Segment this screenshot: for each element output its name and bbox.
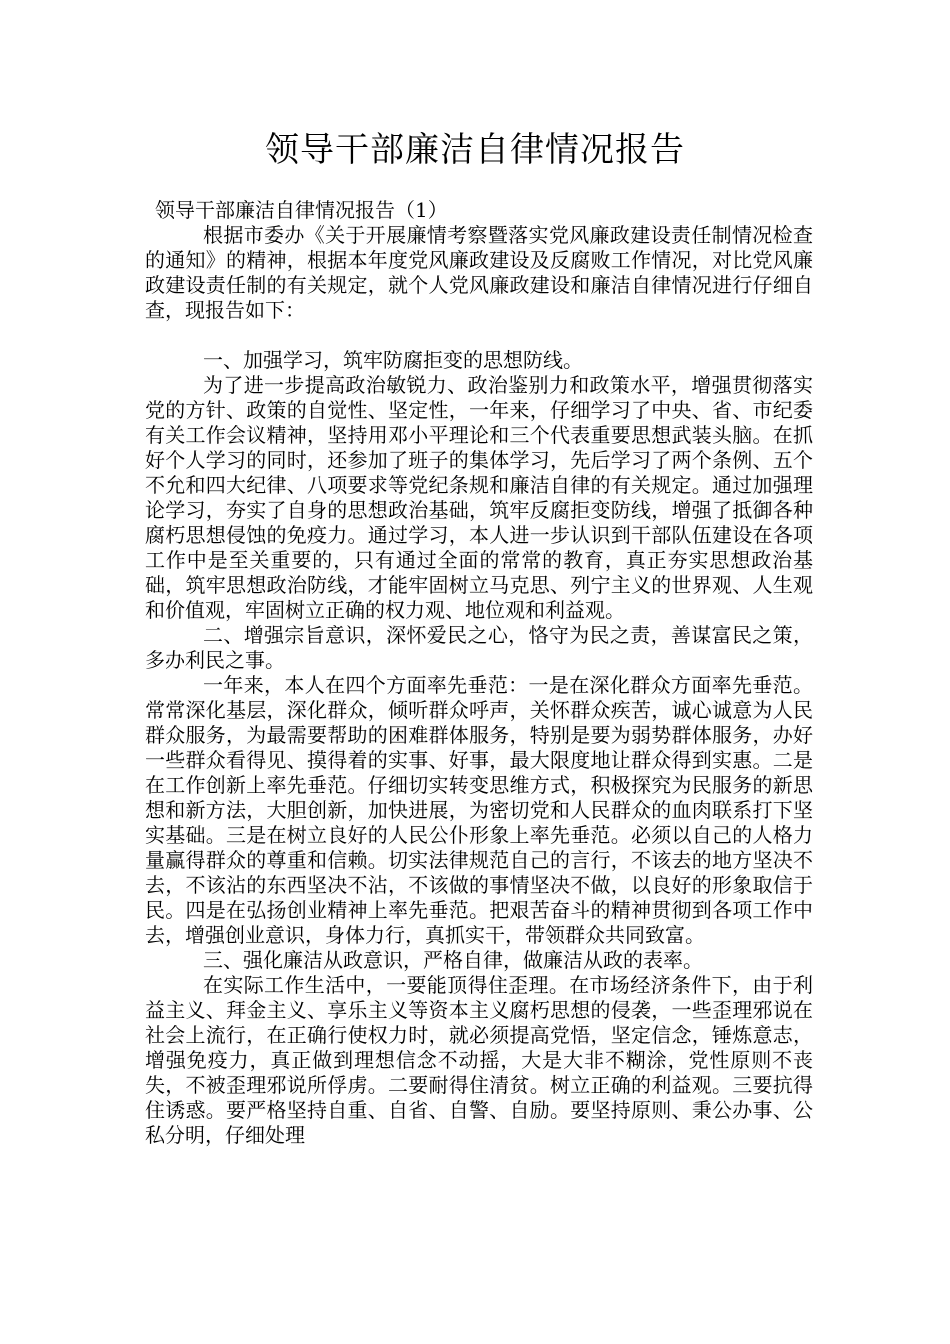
blank-line [145, 323, 813, 348]
section-heading-2: 二、增强宗旨意识，深怀爱民之心，恪守为民之责，善谋富民之策，多办利民之事。 [145, 623, 813, 672]
paragraph-intro: 根据市委办《关于开展廉情考察暨落实党风廉政建设责任制情况检查的通知》的精神，根据本年度党风廉政建设及反腐败工作情况，对比党风廉政建设责任制的有关规定，就个人党风廉政建设和廉洁自律情况进行仔细自查，现报告如下： [145, 223, 813, 322]
document-subtitle: 领导干部廉洁自律情况报告（1） [155, 198, 448, 222]
document-title: 领导干部廉洁自律情况报告 [265, 130, 685, 170]
paragraph-section-3: 在实际工作生活中，一要能顶得住歪理。在市场经济条件下，由于利益主义、拜金主义、享乐主义等资本主义腐朽思想的侵袭，一些歪理邪说在社会上流行，在正确行使权力时，就必须提高党悟，坚定信念，锤炼意志，增强免疫力，真正做到理想信念不动摇，大是大非不糊涂，党性原则不丧失，不被歪理邪说所俘虏。二要耐得住清贫。树立正确的利益观。三要抗得住诱惑。要严格坚持自重、自省、自警、自励。要坚持原则、秉公办事、公私分明，仔细处理 [145, 973, 813, 1147]
document-body [145, 198, 813, 1148]
paragraph-section-2: 一年来，本人在四个方面率先垂范：一是在深化群众方面率先垂范。常常深化基层，深化群众，倾听群众呼声，关怀群众疾苦，诚心诚意为人民群众服务，为最需要帮助的困难群体服务，特别是要为弱势群体服务，办好一些群众看得见、摸得着的实事、好事，最大限度地让群众得到实惠。二是在工作创新上率先垂范。仔细切实转变思维方式，积极探究为民服务的新思想和新方法，大胆创新，加快进展，为密切党和人民群众的血肉联系打下坚实基础。三是在树立良好的人民公仆形象上率先垂范。必须以自己的人格力量赢得群众的尊重和信赖。切实法律规范自己的言行，不该去的地方坚决不去，不该沾的东西坚决不沾，不该做的事情坚决不做，以良好的形象取信于民。四是在弘扬创业精神上率先垂范。把艰苦奋斗的精神贯彻到各项工作中去，增强创业意识，身体力行，真抓实干，带领群众共同致富。 [145, 673, 813, 947]
section-heading-1: 一、加强学习，筑牢防腐拒变的思想防线。 [203, 348, 583, 372]
section-heading-3: 三、强化廉洁从政意识，严格自律，做廉洁从政的表率。 [203, 948, 703, 972]
paragraph-section-1: 为了进一步提高政治敏锐力、政治鉴别力和政策水平，增强贯彻落实党的方针、政策的自觉性、坚定性，一年来，仔细学习了中央、省、市纪委有关工作会议精神，坚持用邓小平理论和三个代表重要思想武装头脑。在抓好个人学习的同时，还参加了班子的集体学习，先后学习了两个条例、五个不允和四大纪律、八项要求等党纪条规和廉洁自律的有关规定。通过加强理论学习，夯实了自身的思想政治基础，筑牢反腐拒变防线，增强了抵御各种腐朽思想侵蚀的免疫力。通过学习，本人进一步认识到干部队伍建设在各项工作中是至关重要的，只有通过全面的常常的教育，真正夯实思想政治基础，筑牢思想政治防线，才能牢固树立马克思、列宁主义的世界观、人生观和价值观，牢固树立正确的权力观、地位观和利益观。 [145, 373, 813, 622]
